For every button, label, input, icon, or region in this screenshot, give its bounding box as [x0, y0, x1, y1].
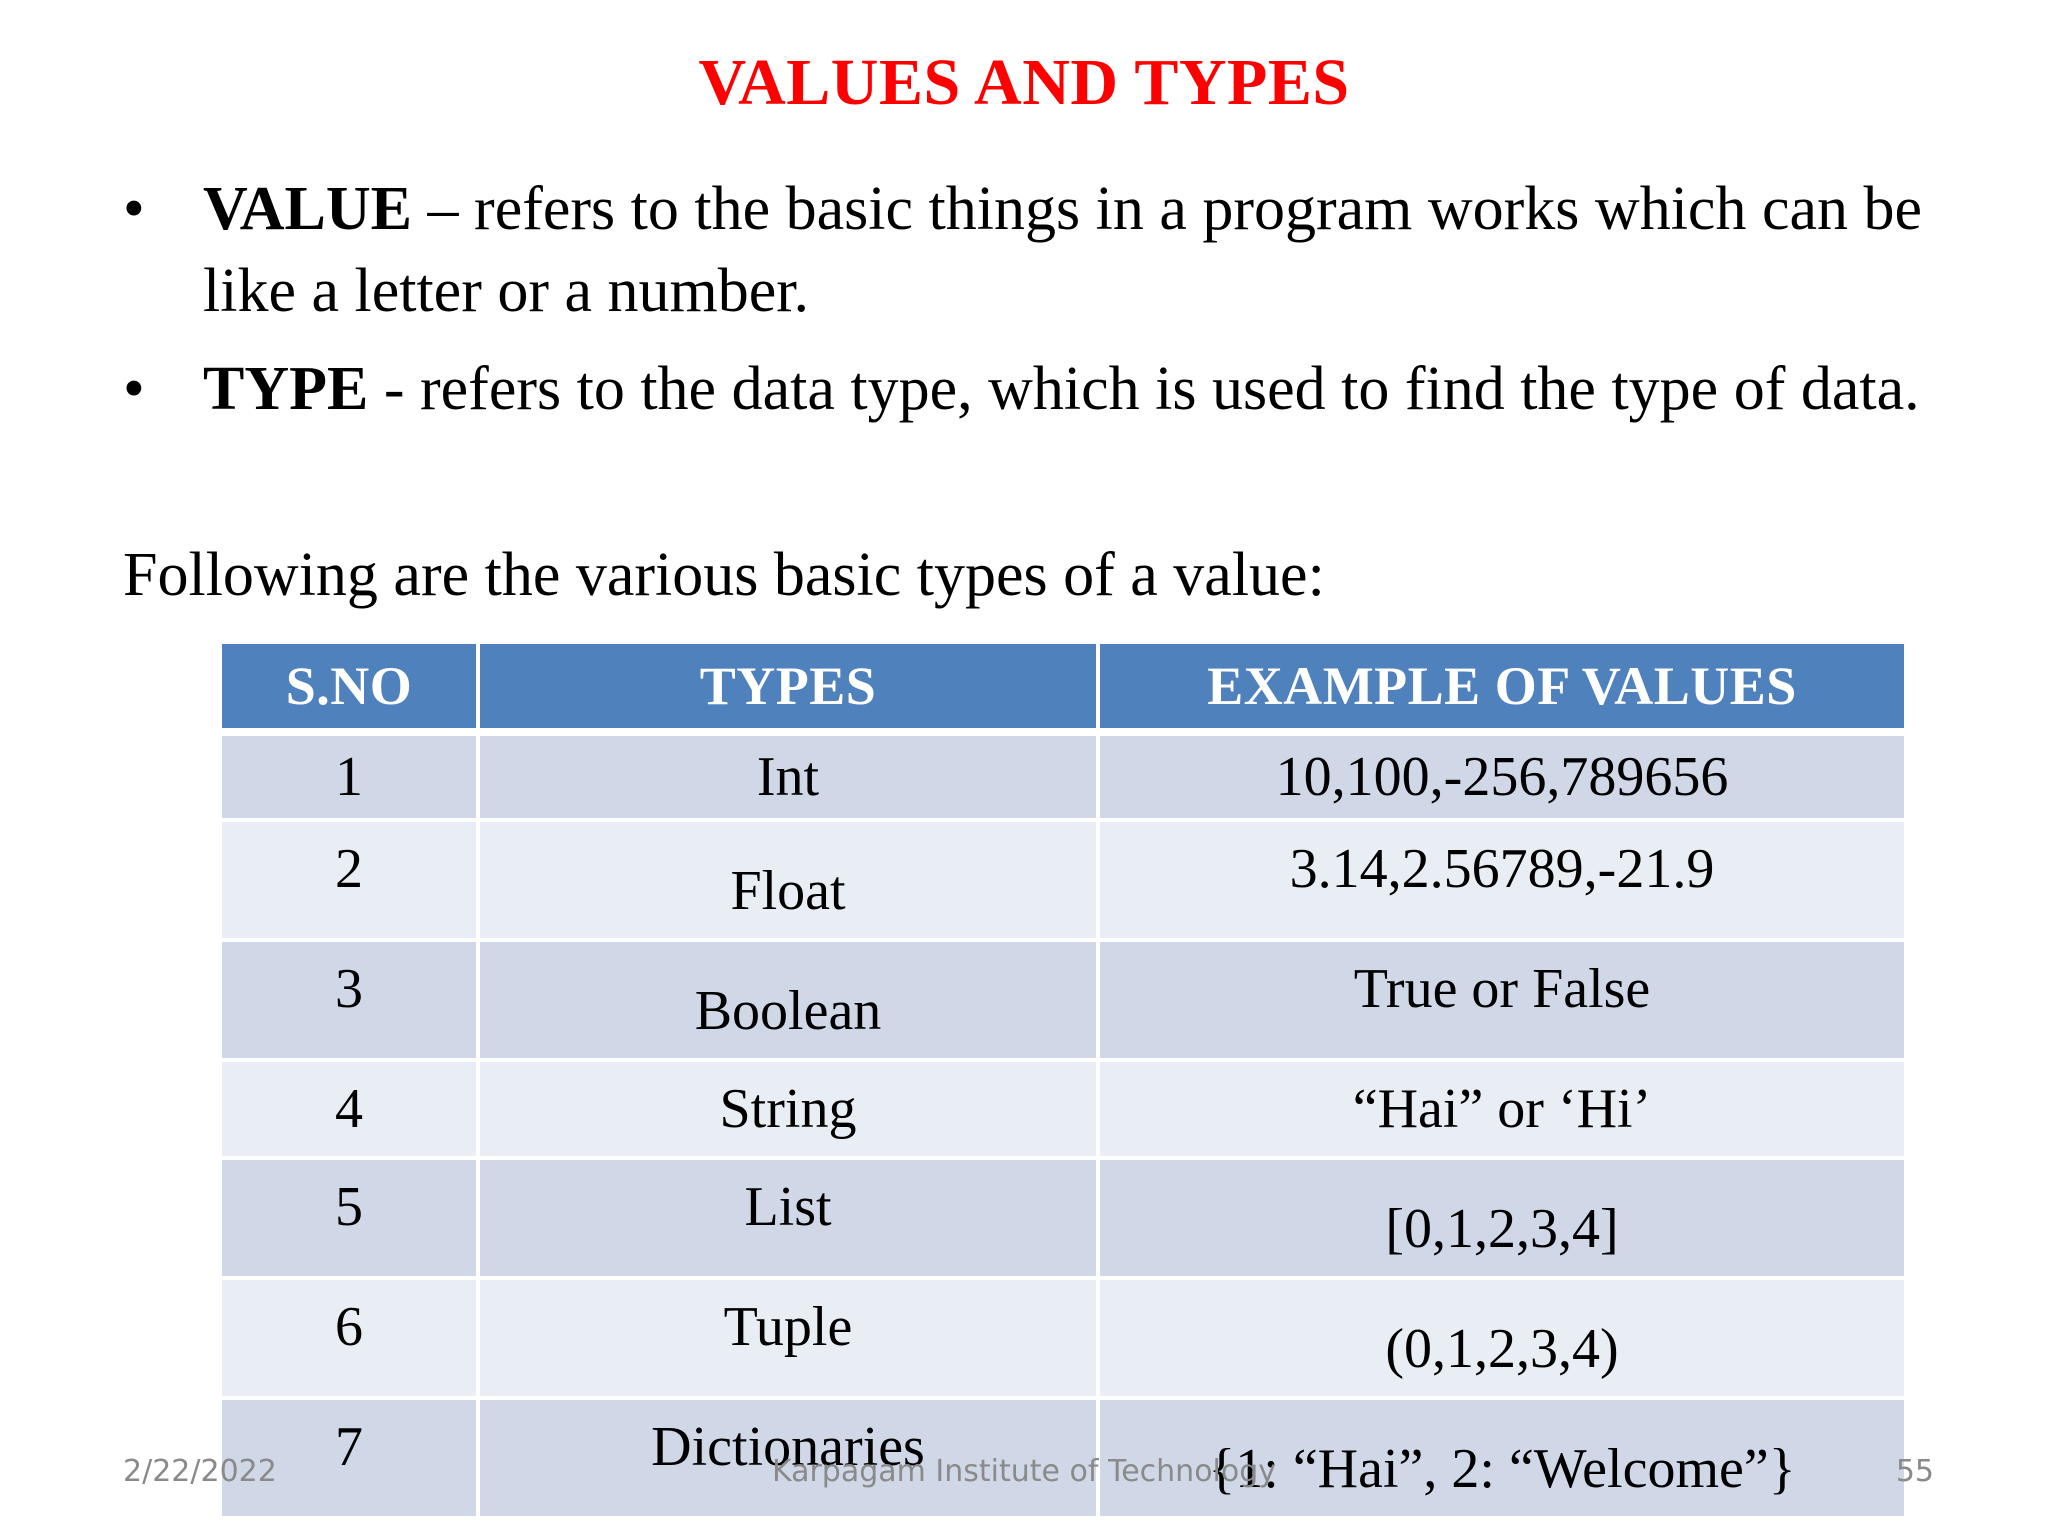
cell-type: List	[478, 1158, 1098, 1278]
cell-example: [0,1,2,3,4]	[1098, 1158, 1906, 1278]
cell-example: {1: “Hai”, 2: “Welcome”}	[1098, 1398, 1906, 1518]
table-row	[220, 1158, 1906, 1278]
footer-page-number: 55	[1895, 1454, 1934, 1489]
cell-example: 3.14,2.56789,-21.9	[1098, 820, 1906, 940]
cell-example: (0,1,2,3,4)	[1098, 1278, 1906, 1398]
bullet-text-type: - refers to the data type, which is used to find the type of data.	[368, 355, 1920, 423]
cell-example: “Hai” or ‘Hi’	[1098, 1060, 1906, 1158]
header-types: TYPES	[478, 642, 1098, 732]
slide-title: VALUES AND TYPES	[698, 46, 1350, 119]
cell-type: String	[478, 1060, 1098, 1158]
cell-sno: 7	[220, 1398, 478, 1518]
cell-sno: 4	[220, 1060, 478, 1158]
cell-sno: 6	[220, 1278, 478, 1398]
cell-example: True or False	[1098, 940, 1906, 1060]
cell-sno: 5	[220, 1158, 478, 1278]
bullet-marker: •	[123, 175, 145, 243]
header-example: EXAMPLE OF VALUES	[1098, 642, 1906, 732]
footer-institution: Karpagam Institute of Technology	[771, 1454, 1277, 1489]
cell-sno: 1	[220, 732, 478, 820]
header-sno: S.NO	[220, 642, 478, 732]
cell-type: Float	[478, 820, 1098, 940]
bullet-term-type: TYPE	[203, 355, 369, 423]
table-row	[220, 820, 1906, 940]
cell-type: Boolean	[478, 940, 1098, 1060]
intro-text: Following are the various basic types of a value:	[123, 541, 1325, 609]
cell-sno: 2	[220, 820, 478, 940]
bullet-text-value: – refers to the basic things in a program works which can be like a letter or a number.	[203, 175, 1922, 325]
cell-type: Int	[478, 732, 1098, 820]
bullet-marker: •	[123, 355, 145, 423]
bullet-value	[123, 168, 1943, 332]
table-row	[220, 940, 1906, 1060]
bullet-type	[123, 348, 1943, 430]
footer-date: 2/22/2022	[123, 1454, 277, 1489]
cell-sno: 3	[220, 940, 478, 1060]
cell-example: 10,100,-256,789656	[1098, 732, 1906, 820]
table-row	[220, 1278, 1906, 1398]
bullet-list	[123, 168, 1943, 446]
bullet-term-value: VALUE	[203, 175, 413, 243]
table-row	[220, 1060, 1906, 1158]
cell-type: Dictionaries	[478, 1398, 1098, 1518]
types-table	[218, 640, 1908, 1520]
cell-type: Tuple	[478, 1278, 1098, 1398]
table-row	[220, 732, 1906, 820]
table-header-row	[220, 642, 1906, 732]
